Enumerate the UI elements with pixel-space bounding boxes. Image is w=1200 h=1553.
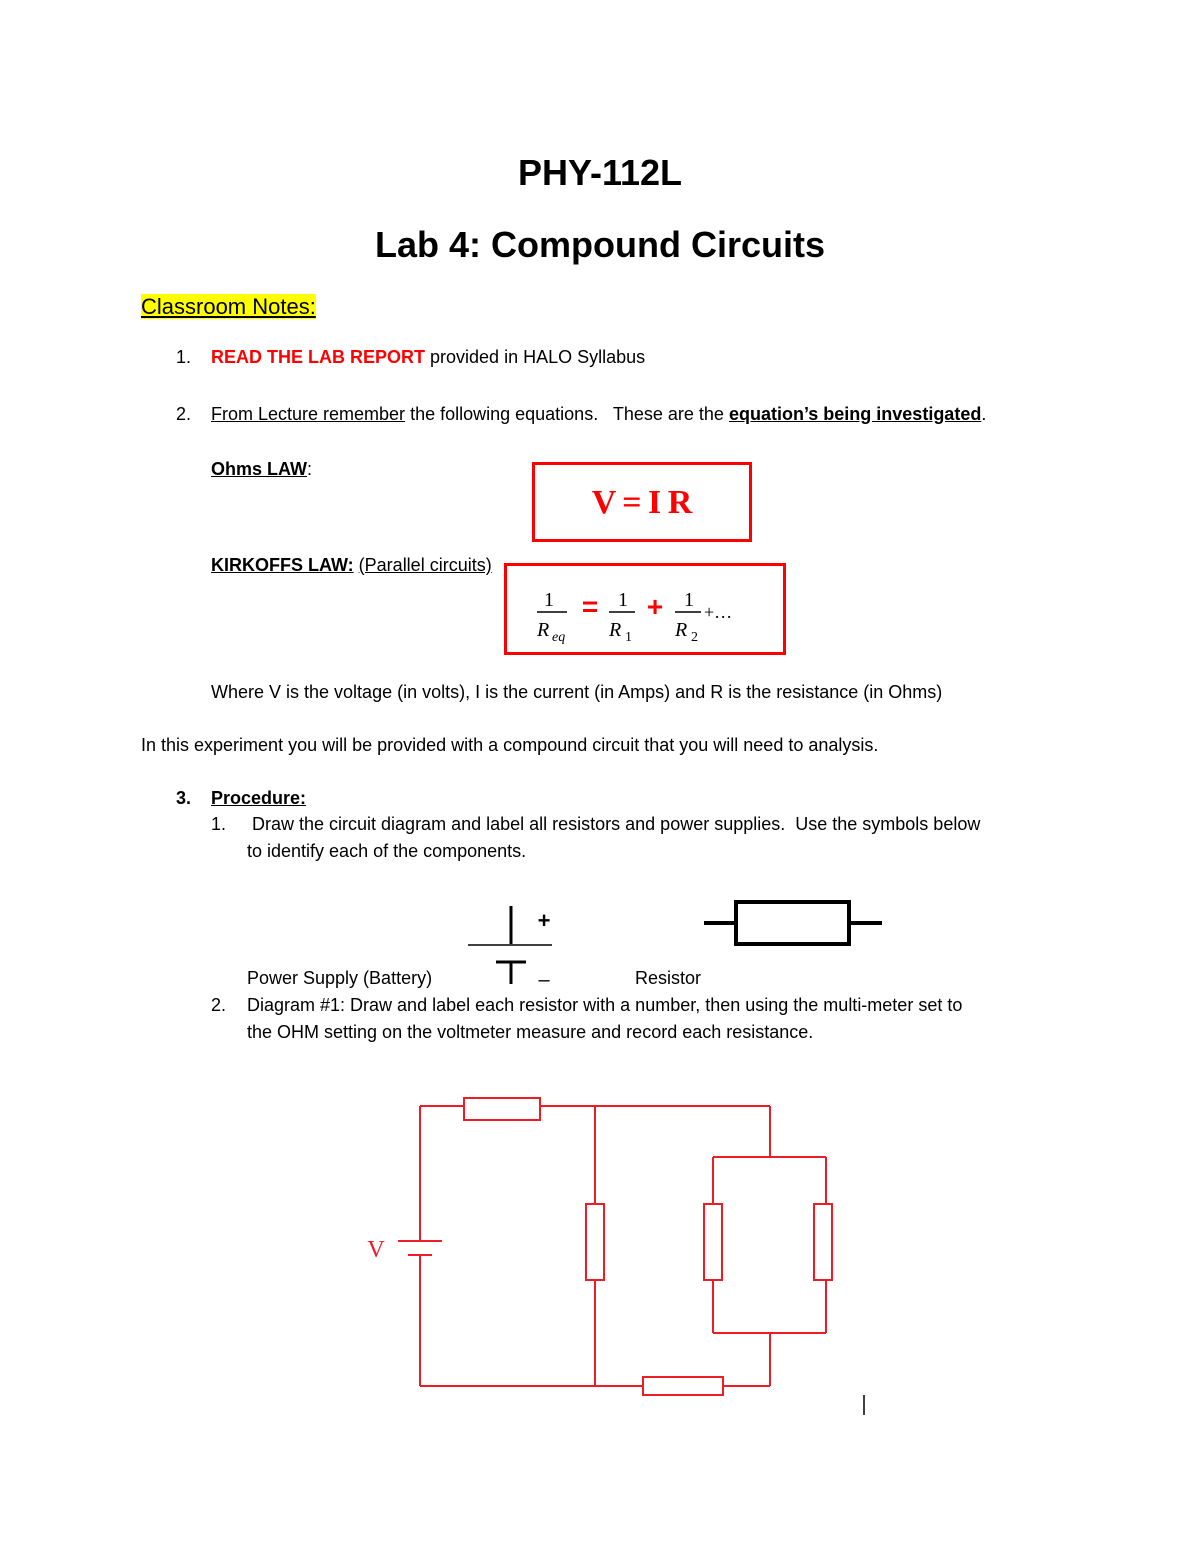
resistor-parallel-left (704, 1204, 722, 1280)
numerator-r2: 1 (684, 589, 694, 611)
parallel-circuits-note: (Parallel circuits) (358, 555, 492, 575)
denominator-r1-sub: 1 (625, 630, 632, 645)
from-lecture-text: From Lecture remember (211, 404, 406, 424)
ohms-law-colon: : (307, 459, 313, 479)
classroom-notes-label: Classroom Notes: (141, 294, 316, 319)
note-item-2-mid: the following equations. These are the (405, 404, 729, 424)
resistor-label: Resistor (635, 968, 702, 988)
equations-investigated-text: equation’s being investigated (728, 404, 982, 424)
note-item-2-end: . (981, 404, 987, 424)
denominator-r2-sub: 2 (691, 630, 698, 645)
resistor-top (464, 1098, 540, 1120)
battery-label: Power Supply (Battery) (247, 968, 433, 988)
note-item-1-number: 1. (176, 347, 192, 367)
step-2-line-2: the OHM setting on the voltmeter measure and record each resistance. (247, 1022, 814, 1042)
step-2-number: 2. (211, 995, 227, 1015)
ohms-law-title: Ohms LAW (211, 459, 308, 479)
procedure-number: 3. (176, 788, 192, 808)
resistor-middle (586, 1204, 604, 1280)
step-1-number: 1. (211, 814, 227, 834)
voltage-label: V (367, 1237, 385, 1263)
denominator-req: R (537, 619, 550, 641)
lab-title: Lab 4: Compound Circuits (375, 224, 825, 265)
note-item-2-number: 2. (176, 404, 192, 424)
battery-minus: – (538, 969, 550, 990)
denominator-r1: R (609, 619, 622, 641)
resistor-bottom (643, 1377, 723, 1395)
read-lab-report-text: READ THE LAB REPORT (211, 347, 426, 367)
formula-tail: +… (704, 602, 733, 622)
step-1-line-1: Draw the circuit diagram and label all resistors and power supplies. Use the symbols below (247, 814, 981, 834)
procedure-heading: Procedure: (211, 788, 307, 808)
intro-paragraph: In this experiment you will be provided with a compound circuit that you will need to analysis. (141, 735, 879, 755)
where-text: Where V is the voltage (in volts), I is the current (in Amps) and R is the resistance (in Ohms) (211, 682, 943, 702)
course-code: PHY-112L (517, 152, 683, 193)
resistor-parallel-right (814, 1204, 832, 1280)
numerator-r1: 1 (618, 589, 628, 611)
plus-sign: + (646, 591, 664, 622)
denominator-r2: R (675, 619, 688, 641)
note-item-1-rest: provided in HALO Syllabus (425, 347, 646, 367)
numerator-req: 1 (544, 589, 554, 611)
step-2-line-1: Diagram #1: Draw and label each resistor with a number, then using the multi-meter set to (247, 995, 963, 1015)
ohms-law-formula: V = I R (591, 484, 693, 521)
battery-plus: + (537, 908, 551, 933)
equals-sign: = (581, 591, 599, 622)
kirchhoff-law-title: KIRKOFFS LAW: (211, 555, 354, 575)
denominator-req-sub: eq (552, 630, 566, 645)
step-1-line-2: to identify each of the components. (247, 841, 527, 861)
